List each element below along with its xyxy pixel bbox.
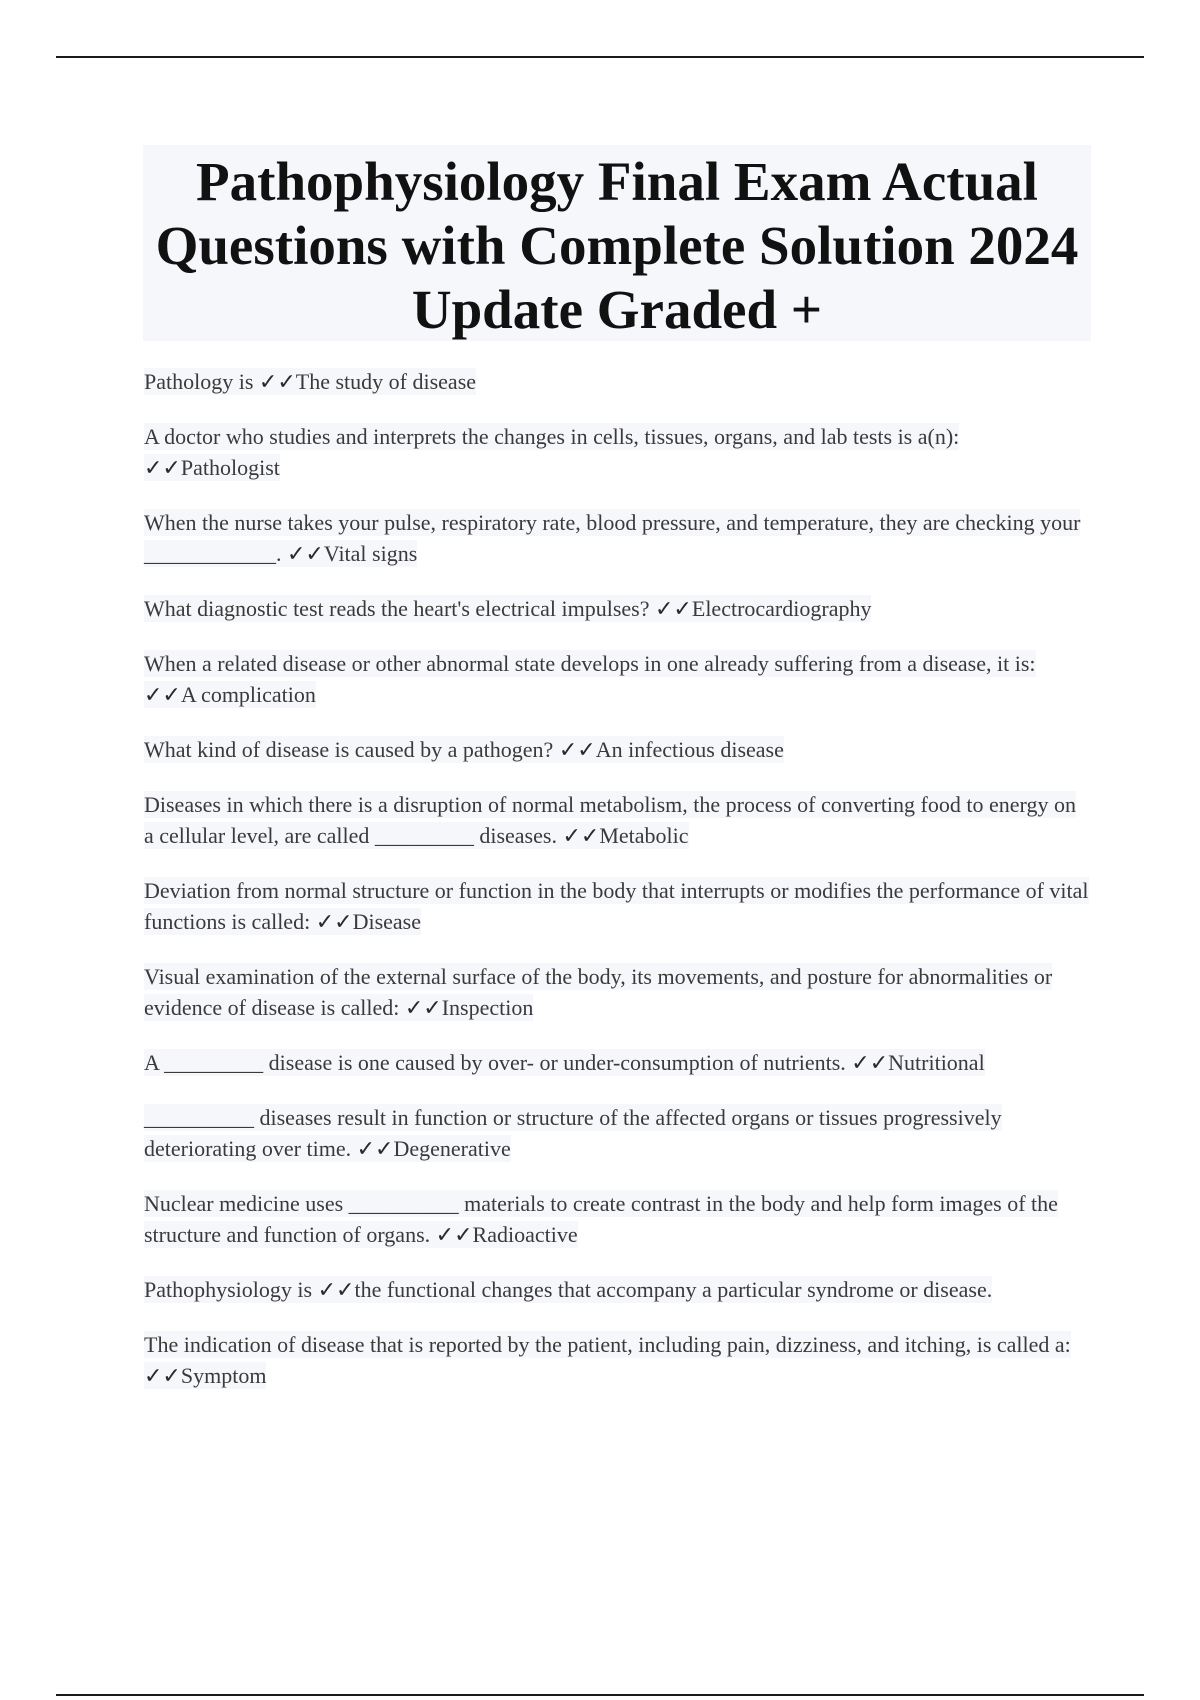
title-block: [143, 145, 1091, 341]
qa-item: [144, 1102, 1090, 1164]
answer-text: An infectious disease: [595, 737, 784, 762]
qa-list: [144, 366, 1090, 1415]
answer-text: the functional changes that accompany a particular syndrome or disease.: [354, 1277, 993, 1302]
qa-highlight: [144, 877, 1089, 935]
double-check-icon: ✓✓: [562, 823, 600, 848]
double-check-icon: ✓✓: [287, 541, 324, 566]
qa-item: [144, 734, 1090, 765]
double-check-icon: ✓✓: [404, 995, 442, 1020]
qa-highlight: [144, 423, 959, 481]
qa-item: [144, 593, 1090, 624]
double-check-icon: ✓✓: [435, 1222, 473, 1247]
qa-highlight: [144, 1049, 985, 1076]
answer-text: Pathologist: [180, 455, 280, 480]
qa-item: [144, 1047, 1090, 1078]
question-text: Diseases in which there is a disruption of normal metabolism, the process of converting food to energy on a cellular level, are called _________ diseases.: [144, 792, 1076, 848]
answer-text: A complication: [180, 682, 316, 707]
double-check-icon: ✓✓: [258, 369, 296, 394]
question-text: A doctor who studies and interprets the changes in cells, tissues, organs, and lab tests is a(n):: [144, 424, 960, 449]
qa-item: [144, 648, 1090, 710]
question-text: Pathophysiology is: [144, 1277, 318, 1302]
answer-text: Disease: [352, 909, 421, 934]
double-check-icon: ✓✓: [315, 909, 353, 934]
qa-highlight: [144, 368, 476, 395]
question-text: Deviation from normal structure or function in the body that interrupts or modifies the performance of vital functions is called:: [144, 878, 1089, 934]
question-text: When the nurse takes your pulse, respiratory rate, blood pressure, and temperature, they are checking your ____________.: [144, 510, 1081, 566]
qa-item: [144, 1274, 1090, 1305]
question-text: What kind of disease is caused by a pathogen?: [144, 737, 559, 762]
qa-highlight: [144, 963, 1052, 1021]
qa-item: [144, 507, 1090, 569]
qa-item: [144, 366, 1090, 397]
double-check-icon: ✓✓: [851, 1050, 889, 1075]
double-check-icon: ✓✓: [655, 596, 692, 621]
qa-highlight: [144, 1104, 1002, 1162]
qa-item: [144, 789, 1090, 851]
qa-item: [144, 961, 1090, 1023]
question-text: Pathology is: [144, 369, 259, 394]
question-text: Nuclear medicine uses __________ materials to create contrast in the body and help form images of the structure and function of organs.: [144, 1191, 1058, 1247]
double-check-icon: ✓✓: [558, 737, 596, 762]
top-rule: [56, 56, 1144, 58]
question-text: What diagnostic test reads the heart's electrical impulses?: [144, 596, 655, 621]
answer-text: Vital signs: [323, 541, 418, 566]
answer-text: Degenerative: [393, 1136, 511, 1161]
question-text: When a related disease or other abnormal state develops in one already suffering from a disease, it is:: [144, 651, 1036, 676]
double-check-icon: ✓✓: [144, 455, 181, 480]
question-text: __________ diseases result in function or structure of the affected organs or tissues progressively deteriorating over time.: [144, 1105, 1002, 1161]
qa-item: [144, 1188, 1090, 1250]
qa-highlight: [144, 736, 784, 763]
qa-item: [144, 1329, 1090, 1391]
document-title: Pathophysiology Final Exam Actual Questions with Complete Solution 2024 Update Graded +: [155, 151, 1079, 340]
qa-highlight: [144, 509, 1080, 567]
double-check-icon: ✓✓: [144, 1363, 181, 1388]
answer-text: Nutritional: [888, 1050, 985, 1075]
bottom-rule: [56, 1694, 1144, 1696]
answer-text: The study of disease: [295, 369, 477, 394]
double-check-icon: ✓✓: [317, 1277, 355, 1302]
answer-text: Electrocardiography: [691, 596, 872, 621]
qa-item: [144, 875, 1090, 937]
question-text: A _________ disease is one caused by over- or under-consumption of nutrients.: [144, 1050, 852, 1075]
question-text: Visual examination of the external surface of the body, its movements, and posture for abnormalities or evidence of disease is called:: [144, 964, 1053, 1020]
qa-highlight: [144, 1190, 1058, 1248]
qa-highlight: [144, 650, 1036, 708]
answer-text: Radioactive: [472, 1222, 578, 1247]
qa-highlight: [144, 1276, 992, 1303]
double-check-icon: ✓✓: [356, 1136, 394, 1161]
answer-text: Inspection: [441, 995, 534, 1020]
answer-text: Metabolic: [599, 823, 689, 848]
qa-highlight: [144, 791, 1076, 849]
qa-highlight: [144, 595, 871, 622]
qa-item: [144, 421, 1090, 483]
answer-text: Symptom: [180, 1363, 267, 1388]
qa-highlight: [144, 1331, 1071, 1389]
double-check-icon: ✓✓: [144, 682, 181, 707]
question-text: The indication of disease that is reported by the patient, including pain, dizziness, and itching, is called a:: [144, 1332, 1071, 1357]
